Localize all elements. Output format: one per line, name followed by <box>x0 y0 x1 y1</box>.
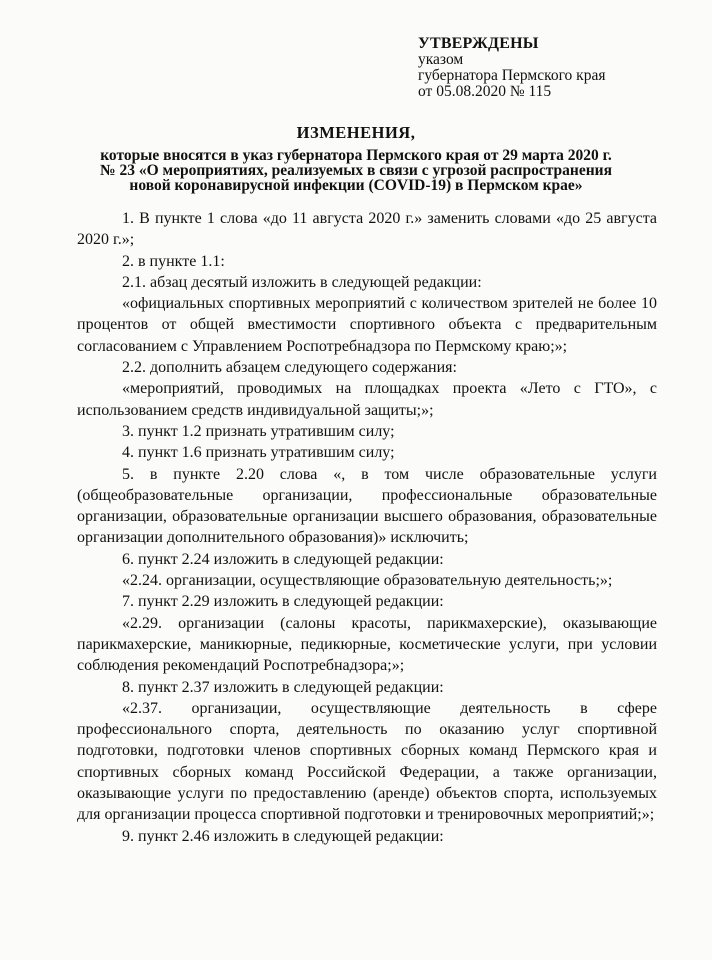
approval-line: указом <box>418 51 464 68</box>
paragraph: «2.29. организации (салоны красоты, парикмахерские), оказывающие парикмахерские, маникюрные, педикюрные, косметические услуги, при условии соблюдения рекомендаций Роспотребнадзора;»; <box>77 614 657 675</box>
paragraph: «официальных спортивных мероприятий с количеством зрителей не более 10 процентов от общей вместимости спортивного объекта с предварительным согласованием с Управлением Роспотребнадзора по Пермскому краю;»; <box>77 295 657 355</box>
approval-block <box>418 36 605 100</box>
paragraph: «2.37. организации, осуществляющие деятельность в сфере профессионального спорта, деятельность по оказанию услуг спортивной подготовки, подготовки членов спортивных сборных команд Пермского края и спортивных сборных команд Российской Федерации, а также организации, оказывающие услуги по предоставлению (аренде) объектов спорта, используемых для организации процесса спортивной подготовки и тренировочных мероприятий;»; <box>77 699 657 824</box>
approval-line: губернатора Пермского края <box>418 67 606 84</box>
document-body <box>77 208 657 847</box>
approval-title: УТВЕРЖДЕНЫ <box>418 35 539 52</box>
approval-line: от 05.08.2020 № 115 <box>418 83 552 100</box>
paragraph: 2.1. абзац десятый изложить в следующей редакции: <box>122 273 482 291</box>
heading-title: ИЗМЕНЕНИЯ, <box>296 123 416 142</box>
paragraph: 6. пункт 2.24 изложить в следующей редакции: <box>122 550 444 568</box>
heading-subtitle-line: № 23 «О мероприятиях, реализуемых в связи с угрозой распространения <box>100 162 612 179</box>
paragraph: 7. пункт 2.29 изложить в следующей редакции: <box>122 593 444 611</box>
paragraph: «2.24. организации, осуществляющие образовательную деятельность;»; <box>122 572 613 590</box>
paragraph: 4. пункт 1.6 признать утратившим силу; <box>122 444 395 462</box>
paragraph: 8. пункт 2.37 изложить в следующей редакции: <box>122 678 444 696</box>
heading-subtitle-line: новой коронавирусной инфекции (COVID-19) в Пермском крае» <box>129 177 583 194</box>
heading-subtitle-line: которые вносятся в указ губернатора Пермского края от 29 марта 2020 г. <box>100 147 612 164</box>
paragraph: 9. пункт 2.46 изложить в следующей редакции: <box>122 827 444 845</box>
paragraph: 3. пункт 1.2 признать утратившим силу; <box>122 422 395 440</box>
paragraph: 5. в пункте 2.20 слова «, в том числе образовательные услуги (общеобразовательные организации, профессиональные образовательные организации, образовательные организации высшего образования, образовательные организации дополнительного образования)» исключить; <box>77 465 657 547</box>
paragraph: 1. В пункте 1 слова «до 11 августа 2020 г.» заменить словами «до 25 августа 2020 г.»; <box>77 210 657 249</box>
paragraph: «мероприятий, проводимых на площадках проекта «Лето с ГТО», с использованием средств индивидуальной защиты;»; <box>77 380 657 419</box>
paragraph: 2. в пункте 1.1: <box>122 252 225 270</box>
paragraph: 2.2. дополнить абзацем следующего содержания: <box>122 359 457 377</box>
document-heading <box>0 123 712 193</box>
